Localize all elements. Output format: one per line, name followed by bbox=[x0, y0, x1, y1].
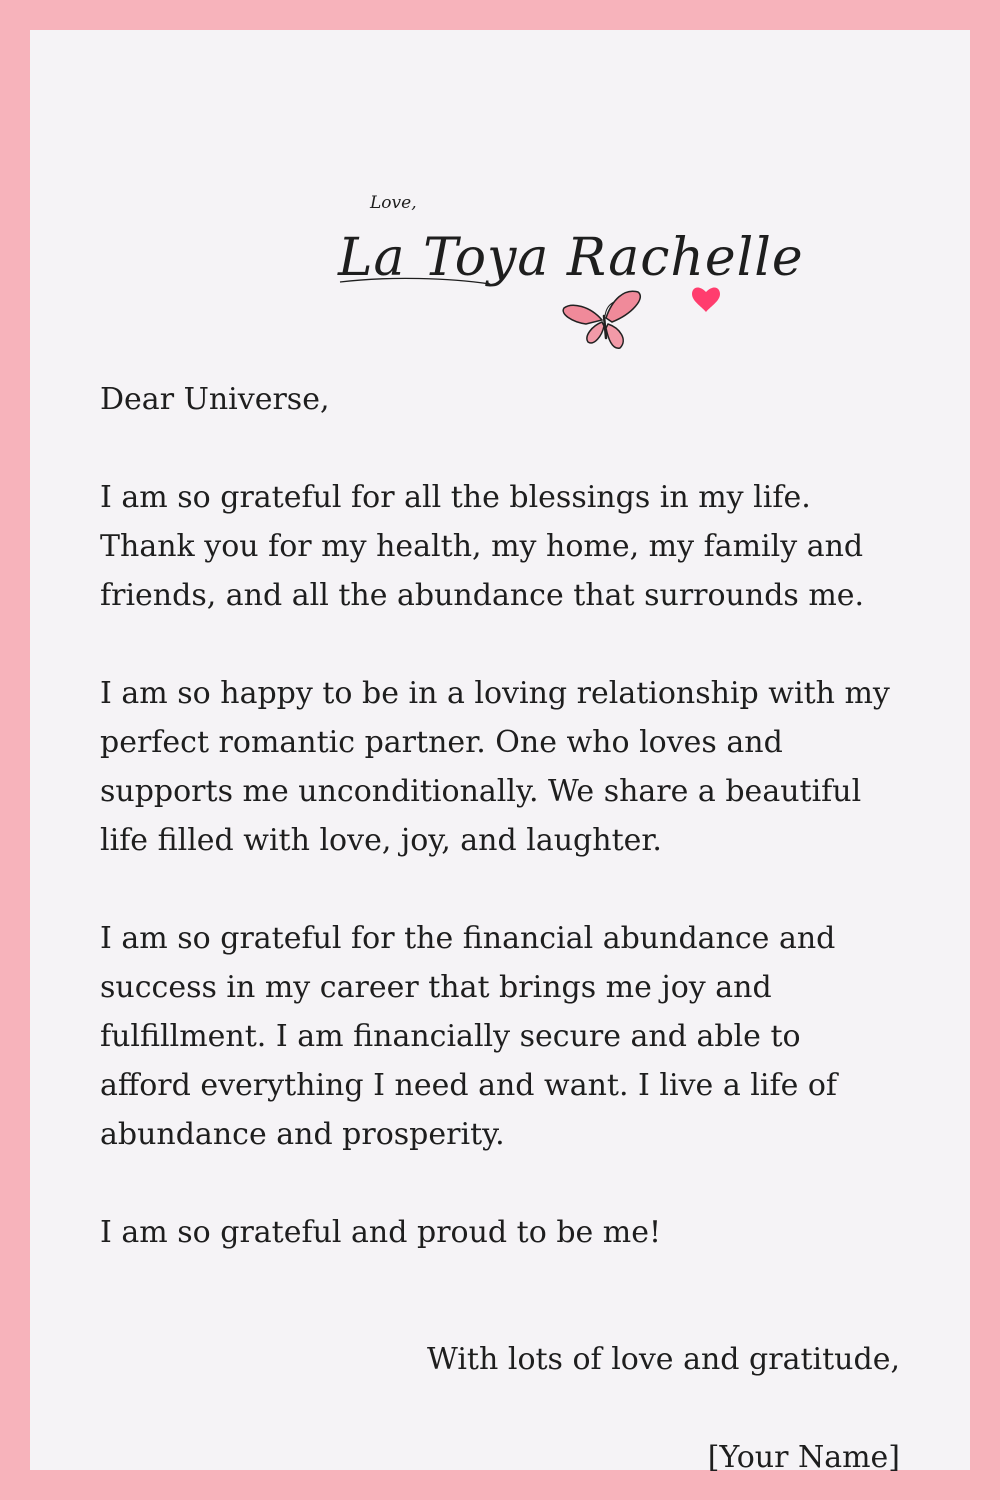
letter-body bbox=[100, 375, 910, 1306]
paragraph-line: supports me unconditionally. We share a beautiful bbox=[100, 774, 862, 809]
salutation bbox=[100, 375, 910, 424]
paragraph-line: fulfillment. I am financially secure and able to bbox=[100, 1019, 801, 1054]
closing-text: With lots of love and gratitude, bbox=[427, 1342, 900, 1377]
logo bbox=[330, 180, 804, 370]
heart-icon bbox=[692, 288, 720, 312]
paragraph-line: afford everything I need and want. I live a life of bbox=[100, 1068, 838, 1103]
logo-script-name: La Toya Rachelle bbox=[338, 228, 804, 288]
logo-small-text: Love, bbox=[370, 193, 417, 213]
paragraph-line: I am so grateful and proud to be me! bbox=[100, 1215, 662, 1250]
paragraph-relationship bbox=[100, 669, 910, 865]
salutation-text: Dear Universe, bbox=[100, 382, 330, 417]
paragraph-line: I am so grateful for the financial abundance and bbox=[100, 921, 836, 956]
paragraph-line: life filled with love, joy, and laughter. bbox=[100, 823, 662, 858]
paragraph-proud bbox=[100, 1208, 910, 1257]
paragraph-line: I am so happy to be in a loving relationship with my bbox=[100, 676, 890, 711]
logo-graphic bbox=[330, 180, 804, 370]
paragraph-line: Thank you for my health, my home, my family and bbox=[100, 529, 864, 564]
paragraph-financial bbox=[100, 914, 910, 1159]
paragraph-line: abundance and prosperity. bbox=[100, 1117, 505, 1152]
butterfly-icon bbox=[563, 291, 640, 348]
paragraph-line: I am so grateful for all the blessings in my life. bbox=[100, 480, 811, 515]
signature-placeholder: [Your Name] bbox=[707, 1440, 900, 1475]
paragraph-gratitude bbox=[100, 473, 910, 620]
paragraph-line: success in my career that brings me joy and bbox=[100, 970, 772, 1005]
paragraph-line: perfect romantic partner. One who loves and bbox=[100, 725, 783, 760]
letter-sheet bbox=[30, 30, 970, 1475]
paragraph-line: friends, and all the abundance that surrounds me. bbox=[100, 578, 865, 613]
